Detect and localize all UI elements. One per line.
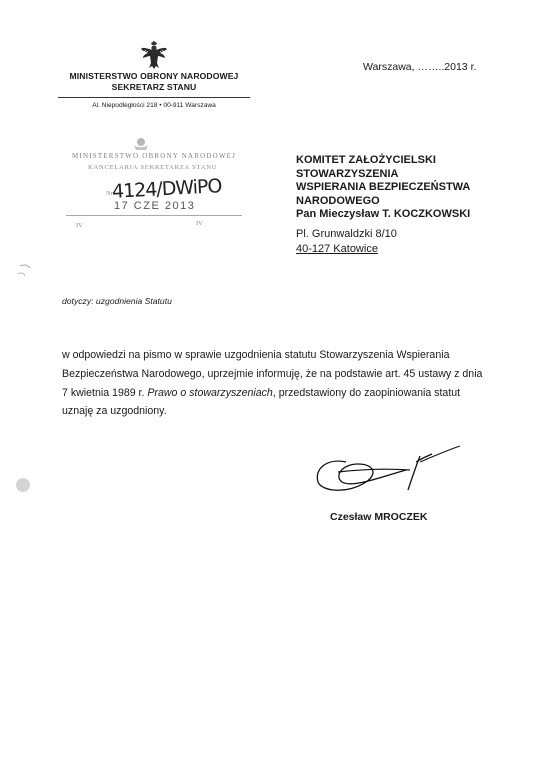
body-italic-title: Prawo o stowarzyszeniach — [147, 386, 273, 399]
recipient-org-line-3: WSPIERANIA BEZPIECZEŃSTWA — [296, 181, 471, 193]
recipient-org-line-1: KOMITET ZAŁOŻYCIELSKI — [296, 154, 436, 166]
letter-subject: dotyczy: uzgodnienia Statutu — [62, 296, 172, 306]
ministry-address: Al. Niepodległości 218 • 00-911 Warszawa — [92, 102, 216, 109]
signature-icon — [308, 442, 468, 500]
punch-hole-icon — [16, 478, 30, 492]
ministry-line-1: MINISTERSTWO OBRONY NARODOWEJ — [69, 71, 239, 81]
registration-stamp — [62, 136, 254, 236]
stamp-number-label: Nr — [106, 190, 113, 197]
stamp-title: MINISTERSTWO OBRONY NARODOWEJ — [72, 152, 237, 160]
recipient-person: Pan Mieczysław T. KOCZKOWSKI — [296, 208, 471, 220]
margin-mark-icon — [16, 262, 38, 280]
body-part-1: w odpowiedzi na pismo w sprawie uzgodnienia statutu Stowarzyszenia Wspierania Bezpieczeństwa Narodowego, uprzejmie informuję, że na podstawie art. 45 ustawy z dnia 7 kwietnia 1989 r. — [62, 349, 483, 399]
handwritten-registration-number: 4124/DWiPO — [111, 175, 222, 203]
recipient-org-line-4: NARODOWEGO — [296, 194, 380, 207]
ministry-line-2: SEKRETARZ STANU — [111, 82, 197, 92]
stamp-date: 17 CZE 2013 — [114, 200, 196, 212]
recipient-org-line-2: STOWARZYSZENIA — [296, 167, 399, 180]
stamp-roman-left: IV — [76, 222, 83, 229]
recipient-city: 40-127 Katowice — [296, 243, 378, 255]
signer-name: Czesław MROCZEK — [330, 511, 428, 523]
recipient-organization — [296, 154, 470, 208]
ministry-name — [50, 71, 258, 93]
stamp-office: KANCELARIA SEKRETARZA STANU — [88, 164, 218, 171]
recipient-street: Pl. Grunwaldzki 8/10 — [296, 228, 397, 240]
stamp-line — [66, 215, 242, 216]
body-part-2: , przedstawiony do zaopiniowania statut uznaję za uzgodniony. — [62, 386, 461, 418]
place-date: Warszawa, ……..2013 r. — [363, 61, 477, 73]
letter-body — [62, 346, 488, 421]
letterhead-divider — [58, 97, 250, 98]
polish-eagle-icon — [140, 40, 168, 70]
stamp-roman-right: IV — [196, 220, 203, 227]
